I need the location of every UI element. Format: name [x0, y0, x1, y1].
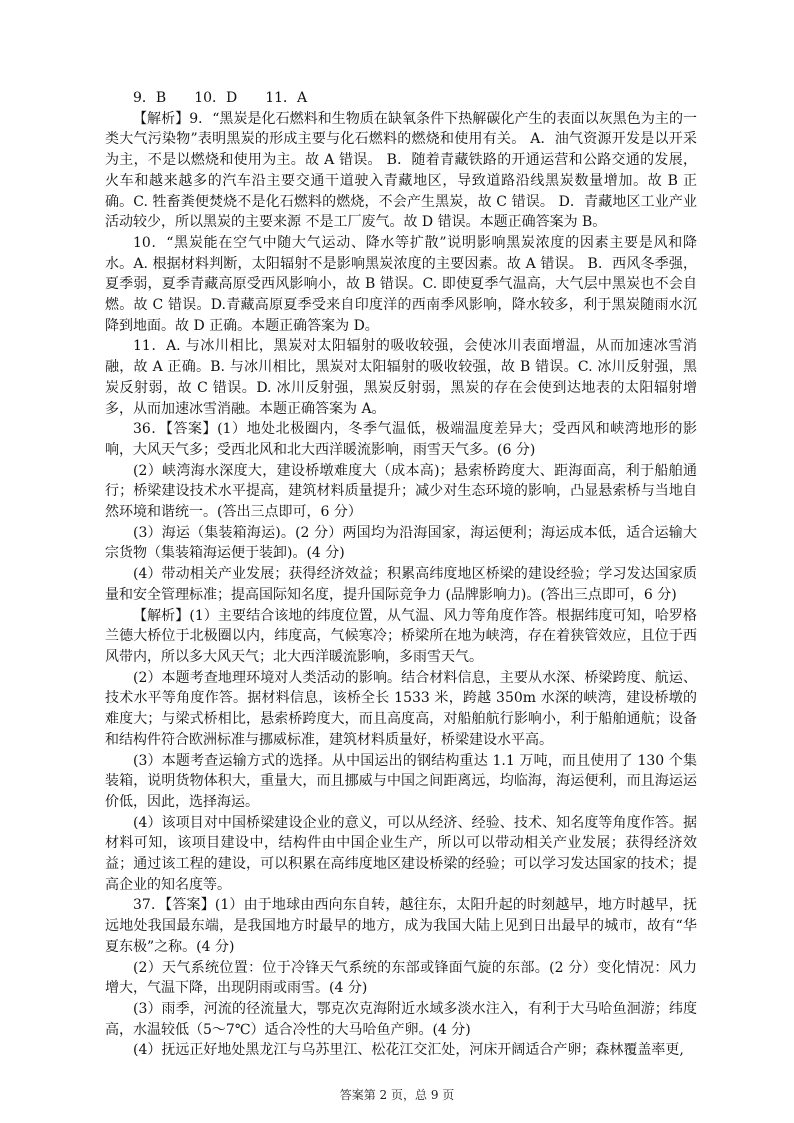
answer-key-9-11: 9．B 10．D 11．A	[133, 90, 308, 106]
page-footer: 答案第 2 页，总 9 页	[339, 1088, 455, 1102]
answer-q37-part2: (2）天气系统位置：位于冷锋天气系统的东部或锋面气旋的东部。(2 分）变化情况：风力增大，气温下降，出现阴雨或雨雪。(4 分)	[105, 959, 697, 997]
analysis-q9: 【解析】9．“黑炭是化石燃料和生物质在缺氧条件下热解碳化产生的表面以灰黑色为主的一类大气污染物”表明黑炭的形成主要与化石燃料的燃烧和使用有关。 A．油气资源开发是以开采为主，不是以燃烧和使用为主。故 A 错误。 B．随着青藏铁路的开通运营和公路交通的发展，火车和越来越多的汽车沿主要交通干道驶入青藏地区，导致道路沿线黑炭数量增加。故 B 正确。C. 牲畜粪便焚烧不是化石燃料的燃烧，不会产生黑炭，故 C 错误。 D．青藏地区工业产业活动较少，所以黑炭的主要来源 不是工厂废气。故 D 错误。本题正确答案为 B。	[105, 110, 697, 231]
answer-q37-part3: (3）雨季，河流的径流量大，鄂克次克海附近水域多淡水注入，有利于大马哈鱼洄游；纬度高，水温较低（5～7℃）适合冷性的大马哈鱼产卵。(4 分)	[105, 1000, 697, 1038]
analysis-q36-part4: (4）该项目对中国桥梁建设企业的意义，可以从经济、经验、技术、知名度等角度作答。据材料可知，该项目建设中，结构件由中国企业生产，所以可以带动相关产业发展；获得经济效益；通过该工程的建设，可以积累在高纬度地区建设桥梁的经验；可以学习发达国家的技术；提高企业的知名度等。	[105, 814, 697, 893]
answer-q37-part4: (4）抚远正好地处黑龙江与乌苏里江、松花江交汇处，河床开阔适合产卵；森林覆盖率更,	[133, 1042, 684, 1059]
answer-document	[105, 88, 697, 1061]
answer-q36-part3: (3）海运（集装箱海运)。(2 分）两国均为沿海国家，海运便利；海运成本低，适合运输大宗货物（集装箱海运便于装卸)。(4 分)	[105, 524, 697, 562]
answer-q37-part1: 37．【答案】(1）由于地球由西向东自转，越往东，太阳升起的时刻越早，地方时越早，抚远地处我国最东端，是我国地方时最早的地方，成为我国大陆上见到日出最早的城市，故有“华夏东极”之称。(4 分)	[105, 897, 697, 955]
analysis-q11: 11．A. 与冰川相比，黑炭对太阳辐射的吸收较强，会使冰川表面增温，从而加速冰雪消融，故 A 正确。B. 与冰川相比，黑炭对太阳辐射的吸收较强，故 B 错误。C. 冰川反射强，黑炭反射弱，故 C 错误。D. 冰川反射强，黑炭反射弱，黑炭的存在会使到达地表的太阳辐射增多，从而加速冰雪消融。本题正确答案为 A。	[105, 338, 697, 417]
answer-q36-part4: (4）带动相关产业发展；获得经济效益；积累高纬度地区桥梁的建设经验；学习发达国家质量和安全管理标准；提高国际知名度，提升国际竞争力 (品牌影响力)。(答出三点即可，6 分)	[105, 566, 697, 603]
analysis-q36-part3: (3）本题考查运输方式的选择。从中国运出的钢结构重达 1.1 万吨，而且使用了 130 个集装箱，说明货物体积大，重量大，而且挪威与中国之间距离远，均临海，海运便利，而且海运运价低，因此，选择海运。	[105, 752, 697, 810]
analysis-q10: 10．“黑炭能在空气中随大气运动、降水等扩散”说明影响黑炭浓度的因素主要是风和降水。A. 根据材料判断，太阳辐射不是影响黑炭浓度的主要因素。故 A 错误。 B．西风冬季强，夏季弱，夏季青藏高原受西风影响小，故 B 错误。C. 即使夏季气温高，大气层中黑炭也不会自燃。故 C 错误。D.青藏高原夏季受来自印度洋的西南季风影响，降水较多，利于黑炭随雨水沉降到地面。故 D 正确。本题正确答案为 D。	[105, 234, 697, 334]
analysis-q36-part1: 【解析】(1）主要结合该地的纬度位置，从气温、风力等角度作答。根据纬度可知，哈罗格兰德大桥位于北极圈以内，纬度高，气候寒冷；桥梁所在地为峡湾，存在着狭管效应，且位于西风带内，所以多大风天气；北大西洋暖流影响，多雨雪天气。	[105, 607, 697, 665]
answer-q36-part1: 36．【答案】(1）地处北极圈内，冬季气温低，极端温度差异大；受西风和峡湾地形的影响，大风天气多；受西北风和北大西洋暖流影响，雨雪天气多。(6 分)	[105, 421, 697, 458]
answer-q36-part2: (2）峡湾海水深度大，建设桥墩难度大（成本高)；悬索桥跨度大、距海面高，利于船舶通行；桥梁建设技术水平提高，建筑材料质量提升；减少对生态环境的影响，凸显悬索桥与当地自然环境和谐统一。(答出三点即可，6 分）	[105, 462, 697, 521]
analysis-q36-part2: (2）本题考查地理环境对人类活动的影响。结合材料信息，主要从水深、桥梁跨度、航运、技术水平等角度作答。据材料信息，该桥全长 1533 米，跨越 350m 水深的峡湾，建设桥墩的难度大；与梁式桥相比，悬索桥跨度大，而且高度高，对船舶航行影响小，利于船舶通航；设备和结构件符合欧洲标准与挪威标准，建筑材料质量好，桥梁建设水平高。	[105, 669, 697, 748]
